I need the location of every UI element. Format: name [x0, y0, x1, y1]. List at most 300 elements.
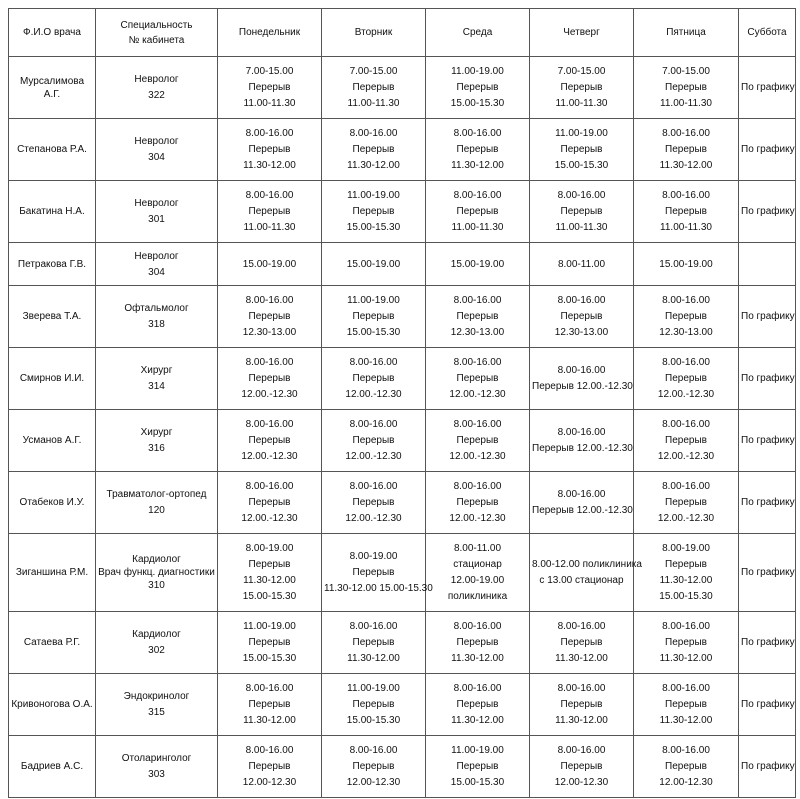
schedule-cell: [322, 348, 426, 410]
cell-line: Перерыв: [352, 373, 395, 384]
table-row: [9, 57, 796, 119]
specialty-cell: [96, 410, 218, 472]
cell-line: 8.00-16.00: [245, 190, 294, 201]
cell-line: 12.00.-12.30: [657, 389, 715, 400]
cell-line: 11.30-12.00: [347, 160, 400, 171]
doctor-name-cell: Петракова Г.В.: [9, 243, 96, 286]
header-wednesday: Среда: [426, 9, 530, 57]
schedule-cell: [426, 286, 530, 348]
schedule-cell: [739, 119, 796, 181]
cell-line: Травматолог-ортопед: [106, 489, 207, 500]
schedule-cell: [739, 736, 796, 798]
cell-line: 15.00-15.30: [242, 653, 297, 664]
cell-line: 15.00-19.00: [659, 258, 713, 270]
schedule-cell: [530, 534, 642, 612]
cell-line: 12.30-13.00: [554, 327, 609, 338]
schedule-cell: [218, 181, 322, 243]
cell-line: Перерыв: [456, 435, 499, 446]
cell-line: По графику: [741, 699, 795, 710]
header-row: [9, 9, 796, 57]
cell-line: Перерыв: [248, 699, 291, 710]
schedule-cell: [218, 534, 322, 612]
cell-line: 11.00-19.00: [347, 295, 400, 306]
cell-line: 11.00-19.00: [243, 621, 296, 632]
cell-line: с 13.00 стационар: [539, 575, 624, 586]
cell-line: 11.00-11.30: [660, 98, 712, 109]
cell-line: 314: [148, 381, 165, 392]
cell-line: Перерыв: [352, 144, 395, 155]
cell-line: Перерыв: [665, 206, 707, 217]
cell-line: 8.00-16.00: [453, 190, 502, 201]
specialty-cell: [96, 181, 218, 243]
specialty-cell: [96, 612, 218, 674]
cell-line: 303: [148, 769, 165, 780]
cell-line: 12.00-12.30: [242, 777, 297, 788]
schedule-cell: [322, 181, 426, 243]
cell-line: 8.00-16.00: [453, 419, 502, 430]
specialty-cell: [96, 674, 218, 736]
cell-line: 11.00-11.30: [555, 98, 608, 109]
doctor-name-cell: Бакатина Н.А.: [9, 181, 96, 243]
cell-line: стационар: [453, 559, 502, 570]
schedule-cell: [530, 243, 634, 286]
doctor-name-cell: Смирнов И.И.: [9, 348, 96, 410]
cell-line: 8.00-16.00: [453, 128, 502, 139]
cell-line: 11.30-12.00: [451, 715, 504, 726]
cell-line: 12.00.-12.30: [657, 513, 715, 524]
cell-line: 8.00-16.00: [349, 419, 398, 430]
table-row: [9, 286, 796, 348]
cell-line: Перерыв: [456, 761, 499, 772]
cell-line: 15.00-15.30: [346, 222, 401, 233]
cell-line: Перерыв: [352, 82, 395, 93]
schedule-cell: [634, 472, 739, 534]
cell-line: Перерыв: [352, 637, 395, 648]
cell-line: Перерыв: [560, 82, 603, 93]
schedule-cell: [530, 612, 634, 674]
cell-line: 8.00-16.00: [245, 128, 294, 139]
cell-line: 8.00-19.00: [245, 543, 294, 554]
schedule-cell: [739, 243, 796, 286]
cell-line: 11.30-12.00: [347, 653, 400, 664]
cell-line: 8.00-19.00: [662, 543, 710, 554]
cell-line: 8.00-16.00: [557, 295, 606, 306]
cell-line: 12.00.-12.30: [241, 389, 298, 400]
doctor-name-cell: Отабеков И.У.: [9, 472, 96, 534]
cell-line: Перерыв: [352, 206, 395, 217]
cell-line: 8.00-16.00: [453, 621, 502, 632]
cell-line: Перерыв: [352, 567, 395, 578]
table-row: [9, 534, 796, 612]
table-row: [9, 348, 796, 410]
schedule-cell: [426, 472, 530, 534]
cell-line: 8.00-16.00: [662, 683, 710, 694]
cell-line: 11.00-19.00: [451, 66, 504, 77]
cell-line: 12.00.-12.30: [241, 451, 298, 462]
cell-line: 8.00-16.00: [245, 683, 294, 694]
cell-line: 12.30-13.00: [659, 327, 713, 338]
cell-line: По графику: [741, 206, 795, 217]
cell-line: Перерыв: [248, 206, 291, 217]
cell-line: 11.00-19.00: [555, 128, 608, 139]
schedule-cell: [218, 674, 322, 736]
schedule-cell: [739, 348, 796, 410]
schedule-cell: [634, 674, 739, 736]
cell-line: 11.30-12.00 15.00-15.30: [324, 583, 433, 594]
cell-line: 11.00-19.00: [347, 683, 400, 694]
cell-line: 12.00.-12.30: [345, 513, 402, 524]
cell-line: По графику: [741, 497, 795, 508]
cell-line: Перерыв: [665, 761, 707, 772]
cell-line: 12.30-13.00: [242, 327, 297, 338]
cell-line: 8.00-16.00: [557, 190, 606, 201]
cell-line: 11.30-12.00: [555, 715, 608, 726]
cell-line: 15.00-15.30: [450, 98, 505, 109]
cell-line: 8.00-16.00: [453, 683, 502, 694]
cell-line: 8.00-16.00: [245, 745, 294, 756]
cell-line: Кардиолог: [132, 629, 181, 640]
cell-line: Перерыв: [456, 311, 499, 322]
cell-line: 8.00-16.00: [349, 745, 398, 756]
cell-line: 8.00-16.00: [662, 190, 710, 201]
cell-line: Перерыв: [665, 497, 707, 508]
doctor-name-cell: Сатаева Р.Г.: [9, 612, 96, 674]
cell-line: По графику: [741, 637, 795, 648]
cell-line: Хирург: [140, 427, 173, 438]
schedule-cell: [218, 348, 322, 410]
schedule-cell: [739, 534, 796, 612]
cell-line: 8.00-16.00: [245, 295, 294, 306]
cell-line: Перерыв: [352, 311, 395, 322]
schedule-cell: [218, 410, 322, 472]
schedule-cell: [322, 612, 426, 674]
cell-line: 12.00.-12.30: [657, 451, 715, 462]
doctor-name-cell: Зиганшина Р.М.: [9, 534, 96, 612]
cell-line: Перерыв: [352, 497, 395, 508]
cell-line: Перерыв: [248, 311, 291, 322]
cell-line: 11.00-11.30: [451, 222, 504, 233]
schedule-cell: [426, 243, 530, 286]
schedule-cell: [322, 57, 426, 119]
cell-line: 11.30-12.00: [243, 715, 296, 726]
cell-line: 315: [148, 707, 165, 718]
doctor-name-cell: Мурсалимова А.Г.: [9, 57, 96, 119]
cell-line: 12.00-19.00: [450, 575, 505, 586]
cell-line: 8.00-16.00: [245, 419, 294, 430]
cell-line: Перерыв: [352, 435, 395, 446]
cell-line: Перерыв: [665, 699, 707, 710]
table-row: [9, 612, 796, 674]
schedule-cell: [739, 674, 796, 736]
cell-line: Перерыв: [248, 82, 291, 93]
cell-line: Перерыв 12.00.-12.30: [532, 381, 633, 392]
header-monday: Понедельник: [218, 9, 322, 57]
cell-line: 120: [148, 505, 165, 516]
cell-line: 316: [148, 443, 165, 454]
cell-line: По графику: [741, 144, 795, 155]
specialty-cell: [96, 57, 218, 119]
schedule-cell: [218, 57, 322, 119]
schedule-cell: [530, 181, 634, 243]
schedule-cell: [426, 119, 530, 181]
cell-line: 12.00.-12.30: [449, 513, 506, 524]
schedule-cell: [218, 286, 322, 348]
doctor-name-cell: Усманов А.Г.: [9, 410, 96, 472]
cell-line: Перерыв: [560, 144, 603, 155]
specialty-cell: [96, 534, 218, 612]
cell-line: 8.00-16.00: [662, 621, 710, 632]
cell-line: Перерыв: [456, 373, 499, 384]
cell-line: Невролог: [134, 136, 179, 147]
cell-line: 15.00-15.30: [659, 591, 713, 602]
cell-line: Невролог: [134, 250, 179, 262]
cell-line: 7.00-15.00: [662, 66, 710, 77]
cell-line: 8.00-16.00: [662, 357, 710, 368]
schedule-body: [9, 57, 796, 798]
cell-line: 11.30-12.00: [451, 160, 504, 171]
cell-line: 11.30-12.00: [243, 160, 296, 171]
cell-line: 8.00-19.00: [349, 551, 398, 562]
cell-line: Отоларинголог: [121, 753, 192, 764]
schedule-cell: [322, 286, 426, 348]
cell-line: Кардиолог: [132, 554, 181, 565]
cell-line: 11.00-11.30: [660, 222, 712, 233]
schedule-cell: [322, 736, 426, 798]
cell-line: 11.00-19.00: [451, 745, 504, 756]
doctor-name-cell: Кривоногова О.А.: [9, 674, 96, 736]
cell-line: Перерыв: [352, 699, 395, 710]
cell-line: 15.00-19.00: [242, 258, 297, 270]
cell-line: Перерыв: [560, 206, 603, 217]
cell-line: По графику: [741, 373, 795, 384]
cell-line: Перерыв: [456, 497, 499, 508]
cell-line: Перерыв: [665, 559, 707, 570]
cell-line: 8.00-16.00: [557, 427, 606, 438]
schedule-cell: [426, 674, 530, 736]
cell-line: Перерыв: [456, 206, 499, 217]
cell-line: 8.00-16.00: [662, 419, 710, 430]
cell-line: Эндокринолог: [123, 691, 190, 702]
cell-line: 8.00-16.00: [662, 481, 710, 492]
schedule-cell: [739, 57, 796, 119]
cell-line: Перерыв 12.00.-12.30: [532, 505, 633, 516]
cell-line: Врач функц. диагностики: [98, 567, 215, 578]
cell-line: 8.00-16.00: [662, 128, 710, 139]
table-row: [9, 736, 796, 798]
cell-line: 8.00-12.00 поликлиника: [532, 559, 642, 570]
cell-line: 8.00-16.00: [349, 481, 398, 492]
cell-line: 15.00-19.00: [346, 258, 401, 270]
schedule-cell: [634, 410, 739, 472]
cell-line: Перерыв: [665, 435, 707, 446]
schedule-cell: [218, 243, 322, 286]
cell-line: 11.00-19.00: [347, 190, 400, 201]
cell-line: 7.00-15.00: [349, 66, 398, 77]
cell-line: По графику: [741, 82, 795, 93]
cell-line: 8.00-16.00: [557, 683, 606, 694]
schedule-cell: [739, 181, 796, 243]
schedule-cell: [426, 410, 530, 472]
table-row: [9, 472, 796, 534]
schedule-cell: [218, 736, 322, 798]
cell-line: 11.00-11.30: [555, 222, 608, 233]
schedule-cell: [322, 410, 426, 472]
cell-line: 8.00-16.00: [245, 481, 294, 492]
doctor-name-cell: Зверева Т.А.: [9, 286, 96, 348]
schedule-cell: [739, 472, 796, 534]
specialty-cell: [96, 243, 218, 286]
cell-line: Перерыв: [248, 559, 291, 570]
header-saturday: Суббота: [739, 9, 796, 57]
schedule-cell: [634, 119, 739, 181]
schedule-table: [8, 8, 796, 798]
schedule-cell: [426, 181, 530, 243]
cell-line: 318: [148, 319, 165, 330]
cell-line: 11.30-12.00: [555, 653, 608, 664]
cell-line: 8.00-16.00: [453, 357, 502, 368]
schedule-cell: [634, 612, 739, 674]
schedule-cell: [426, 612, 530, 674]
cell-line: 11.30-12.00: [243, 575, 296, 586]
cell-line: 11.30-12.00: [659, 653, 713, 664]
schedule-cell: [530, 348, 634, 410]
cell-line: 322: [148, 90, 165, 101]
cell-line: Перерыв 12.00.-12.30: [532, 443, 633, 454]
table-row: [9, 119, 796, 181]
cell-line: Невролог: [134, 198, 179, 209]
schedule-cell: [634, 57, 739, 119]
cell-line: 8.00-16.00: [453, 481, 502, 492]
cell-line: 8.00-16.00: [557, 745, 606, 756]
schedule-cell: [322, 674, 426, 736]
cell-line: Перерыв: [248, 497, 291, 508]
schedule-cell: [322, 472, 426, 534]
schedule-cell: [218, 472, 322, 534]
specialty-cell: [96, 472, 218, 534]
cell-line: Перерыв: [456, 637, 499, 648]
cell-line: 310: [148, 580, 165, 591]
cell-line: 8.00-16.00: [349, 357, 398, 368]
schedule-cell: [322, 243, 426, 286]
schedule-cell: [530, 472, 634, 534]
schedule-cell: [739, 612, 796, 674]
cell-line: 11.30-12.00: [659, 575, 713, 586]
cell-line: 8.00-16.00: [662, 295, 710, 306]
specialty-cell: [96, 348, 218, 410]
specialty-cell: [96, 119, 218, 181]
cell-line: По графику: [741, 311, 795, 322]
cell-line: Перерыв: [560, 699, 603, 710]
cell-line: 11.30-12.00: [659, 160, 713, 171]
cell-line: 12.00.-12.30: [449, 451, 506, 462]
cell-line: Перерыв: [665, 373, 707, 384]
cell-line: 8.00-16.00: [245, 357, 294, 368]
cell-line: Перерыв: [248, 373, 291, 384]
cell-line: 8.00-16.00: [349, 128, 398, 139]
cell-line: По графику: [741, 761, 795, 772]
cell-line: Перерыв: [248, 435, 291, 446]
schedule-cell: [530, 57, 634, 119]
cell-line: Перерыв: [665, 311, 707, 322]
cell-line: Перерыв: [665, 144, 707, 155]
cell-line: 8.00-11.00: [453, 543, 502, 554]
cell-line: По графику: [741, 435, 795, 446]
cell-line: 304: [148, 152, 165, 163]
cell-line: 12.30-13.00: [450, 327, 505, 338]
cell-line: 302: [148, 645, 165, 656]
schedule-cell: [634, 181, 739, 243]
cell-line: Перерыв: [560, 637, 603, 648]
cell-line: Перерыв: [456, 82, 499, 93]
cell-line: Хирург: [140, 365, 173, 376]
cell-line: 7.00-15.00: [557, 66, 606, 77]
schedule-cell: [634, 286, 739, 348]
cell-line: Перерыв: [456, 699, 499, 710]
schedule-cell: [426, 736, 530, 798]
cell-line: 8.00-16.00: [557, 621, 606, 632]
cell-line: 11.30-12.00: [659, 715, 713, 726]
cell-line: Невролог: [134, 74, 179, 85]
cell-line: 15.00-15.30: [554, 160, 609, 171]
schedule-cell: [634, 534, 739, 612]
specialty-cell: [96, 286, 218, 348]
schedule-cell: [530, 736, 634, 798]
cell-line: 8.00-11.00: [557, 258, 606, 270]
cell-line: 15.00-19.00: [450, 258, 505, 270]
cell-line: 15.00-15.30: [242, 591, 297, 602]
cell-line: 11.00-11.30: [243, 222, 296, 233]
schedule-cell: [634, 243, 739, 286]
schedule-cell: [634, 736, 739, 798]
cell-line: 304: [148, 266, 165, 278]
cell-line: поликлиника: [447, 591, 508, 602]
schedule-cell: [426, 534, 530, 612]
specialty-cell: [96, 736, 218, 798]
schedule-cell: [322, 534, 433, 612]
cell-line: Перерыв: [352, 761, 395, 772]
header-friday: Пятница: [634, 9, 739, 57]
cell-line: 12.00.-12.30: [345, 451, 402, 462]
cell-line: 8.00-16.00: [349, 621, 398, 632]
header-tuesday: Вторник: [322, 9, 426, 57]
doctor-name-cell: Бадриев А.С.: [9, 736, 96, 798]
cell-line: Перерыв: [665, 637, 707, 648]
schedule-cell: [634, 348, 739, 410]
schedule-cell: [739, 410, 796, 472]
header-thursday: Четверг: [530, 9, 634, 57]
table-row: [9, 181, 796, 243]
cell-line: Перерыв: [560, 761, 603, 772]
cell-line: По графику: [741, 567, 795, 578]
cell-line: 12.00-12.30: [554, 777, 609, 788]
cell-line: 8.00-16.00: [453, 295, 502, 306]
schedule-cell: [218, 612, 322, 674]
schedule-cell: [530, 286, 634, 348]
cell-line: 15.00-15.30: [346, 715, 401, 726]
cell-line: Офтальмолог: [124, 303, 189, 314]
cell-line: 8.00-16.00: [557, 489, 606, 500]
cell-line: Перерыв: [456, 144, 499, 155]
schedule-cell: [530, 119, 634, 181]
table-row: [9, 243, 796, 286]
cell-line: 301: [148, 214, 165, 225]
header-specialty: Специальность № кабинета: [96, 9, 218, 57]
cell-line: 12.00.-12.30: [449, 389, 506, 400]
schedule-cell: [530, 674, 634, 736]
schedule-cell: [322, 119, 426, 181]
cell-line: Перерыв: [248, 761, 291, 772]
doctor-name-cell: Степанова Р.А.: [9, 119, 96, 181]
